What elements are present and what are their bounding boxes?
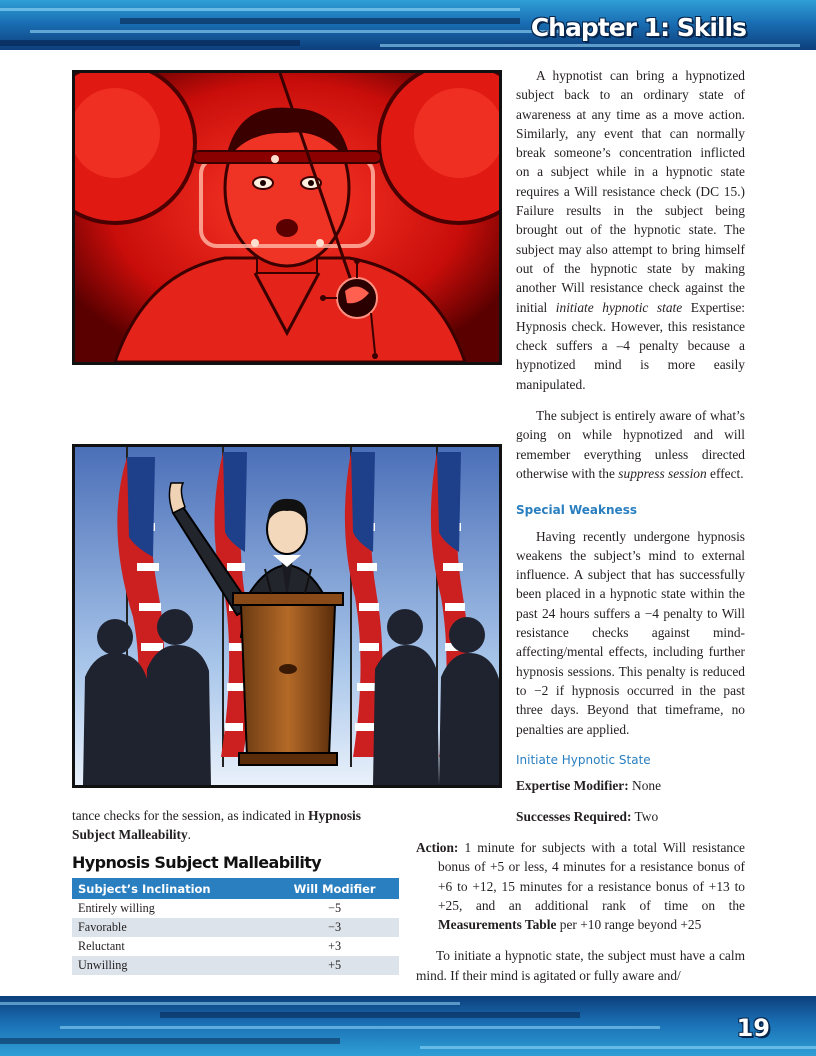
paragraph-subject-aware: The subject is entirely aware of what’s going on while hypnotized and will remember everything unless directed otherwise with the suppress session effect. bbox=[516, 408, 745, 481]
special-weakness-heading: Special Weakness bbox=[516, 503, 637, 518]
table-row bbox=[72, 899, 399, 918]
inclination-cell: Unwilling bbox=[72, 956, 270, 975]
initiate-hypnotic-state-heading: Initiate Hypnotic State bbox=[516, 752, 651, 767]
politician-illustration bbox=[72, 444, 502, 788]
successes-required-line: Successes Required: Two bbox=[516, 809, 659, 825]
footer-band bbox=[0, 996, 816, 1056]
table-row bbox=[72, 956, 399, 975]
hypnosis-illustration bbox=[72, 70, 502, 365]
page-number: 19 bbox=[736, 1014, 770, 1042]
inclination-cell: Favorable bbox=[72, 918, 270, 937]
modifier-cell: −5 bbox=[270, 899, 399, 918]
table-title: Hypnosis Subject Malleability bbox=[72, 853, 322, 872]
expertise-modifier-line: Expertise Modifier: None bbox=[516, 778, 662, 794]
header-inclination: Subject’s Inclination bbox=[72, 878, 270, 899]
table-header-row bbox=[72, 878, 399, 899]
right-column-text bbox=[516, 66, 745, 839]
left-column-text: tance checks for the session, as indicated in Hypnosis Subject Malleability. bbox=[72, 808, 361, 843]
action-paragraph: Action: 1 minute for subjects with a total Will resistance bonus of +5 or less, 4 minutes for a resistance bonus of +6 to +12, 15 minutes for a resistance bonus of +13 to +25, and an additional rank of time on the Measurements Table per +10 range beyond +25 bbox=[416, 840, 745, 933]
malleability-table bbox=[72, 878, 399, 975]
paragraph-hypnotist-awareness: A hypnotist can bring a hypnotized subject back to an ordinary state of awareness at any time as a move action. Similarly, any event that can normally break someone’s concentration inflicted on a subject while in a hypnotic state requires a Will resistance check (DC 15.) Failure results in the subject being brought out of the hypnotic state. The subject may also attempt to bring himself out of the hypnotic state by making another Will resistance check against the initial initiate hypnotic state Expertise: Hypnosis check. However, this resistance check suffers a –4 penalty because a hypnotized mind is more easily manipulated. bbox=[516, 68, 746, 392]
header-will-modifier: Will Modifier bbox=[270, 878, 399, 899]
modifier-cell: +5 bbox=[270, 956, 399, 975]
inclination-cell: Entirely willing bbox=[72, 899, 270, 918]
inclination-cell: Reluctant bbox=[72, 937, 270, 956]
modifier-cell: +3 bbox=[270, 937, 399, 956]
modifier-cell: −3 bbox=[270, 918, 399, 937]
header-band bbox=[0, 0, 816, 50]
paragraph-special-weakness: Having recently undergone hypnosis weakens the subject’s mind to external influence. A subject that has successfully been placed in a hypnotic state within the past 24 hours suffers a −4 penalty to Will resistance checks against mind-affecting/mental effects, including further hypnosis sessions. This penalty is reduced to −2 if hypnosis occurred in the past three days. Beyond that timeframe, no penalties are applied. bbox=[516, 528, 745, 737]
table-row bbox=[72, 937, 399, 956]
chapter-title: Chapter 1: Skills bbox=[530, 13, 746, 42]
calm-mind-paragraph: To initiate a hypnotic state, the subject must have a calm mind. If their mind is agitated or fully aware and/ bbox=[416, 948, 745, 983]
table-row bbox=[72, 918, 399, 937]
wide-text-block bbox=[416, 838, 745, 997]
